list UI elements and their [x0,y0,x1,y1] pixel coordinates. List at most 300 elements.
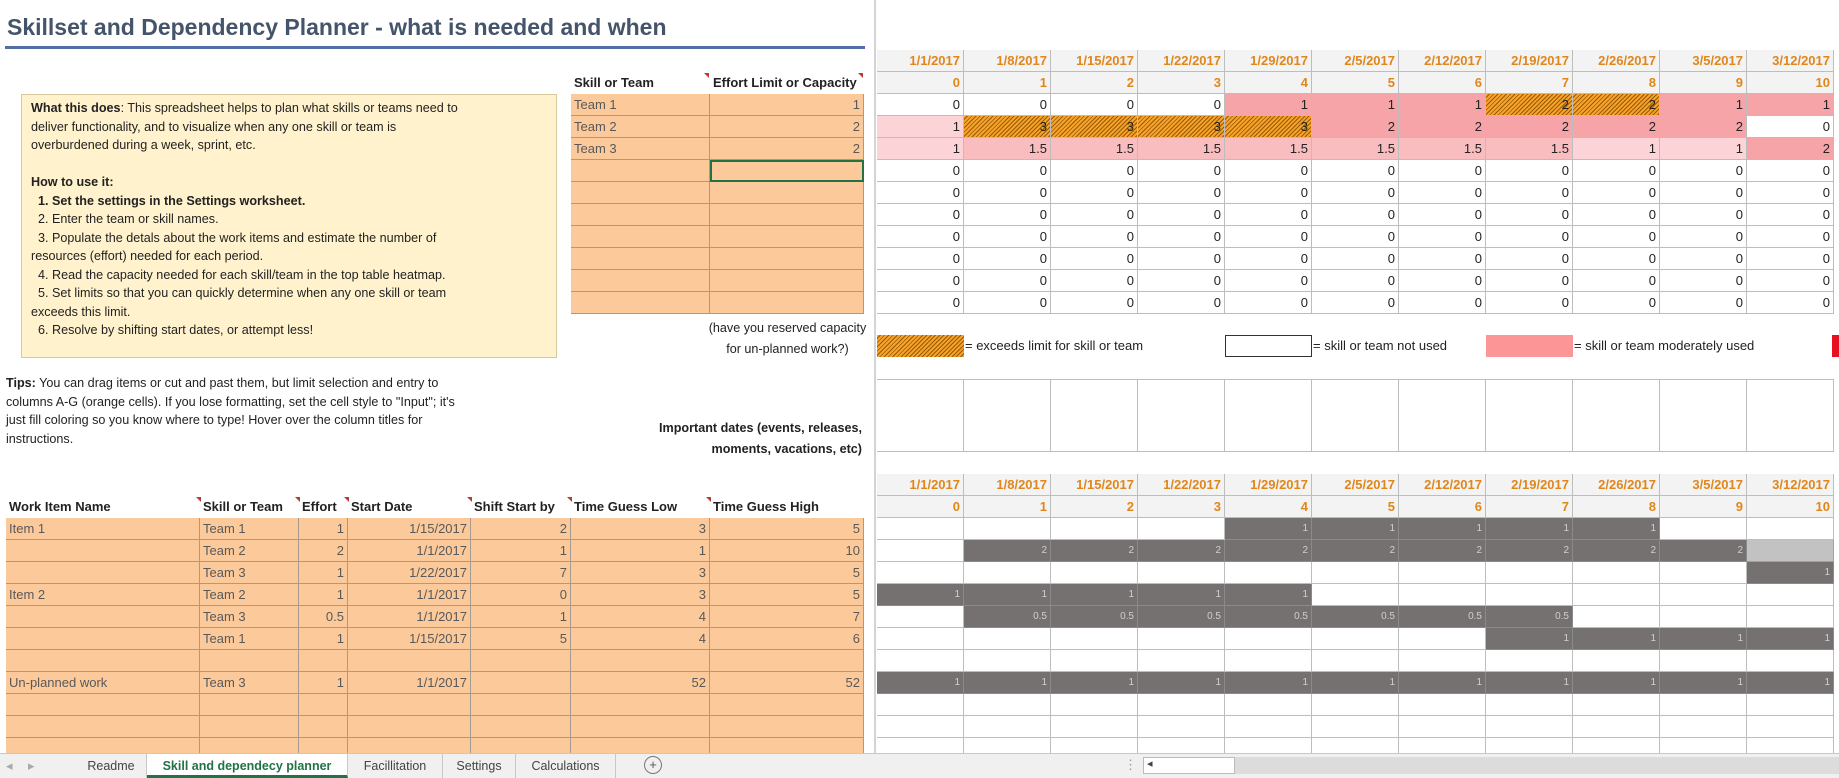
gantt-date-header: 1/1/2017 [877,474,964,496]
skill-name-input[interactable] [571,160,710,182]
gantt-cell: 1 [1138,672,1225,694]
title-underline [5,46,865,49]
heatmap-cell: 0 [877,226,964,248]
work-item-cell[interactable]: 5 [710,562,864,584]
heatmap-cell: 0 [964,182,1051,204]
heatmap-cell: 0 [1747,270,1834,292]
work-item-cell[interactable]: 2 [299,540,348,562]
heatmap-cell: 0 [1138,226,1225,248]
gantt-cell: 0.5 [1312,606,1399,628]
work-item-cell[interactable]: 5 [710,518,864,540]
heatmap-cell: 0 [1225,226,1312,248]
work-item-cell[interactable]: 1/15/2017 [348,628,471,650]
work-items-header: Time Guess High [713,499,819,514]
capacity-input[interactable]: 1 [710,94,864,116]
gantt-cell [1051,518,1138,540]
heatmap-cell: 1 [1747,94,1834,116]
heatmap-cell: 1.5 [1312,138,1399,160]
work-item-cell[interactable]: Team 2 [200,584,299,606]
work-item-cell[interactable]: 1 [299,672,348,694]
gantt-cell: 2 [1486,540,1573,562]
work-item-cell[interactable]: 4 [571,628,710,650]
heatmap-cell: 0 [1573,292,1660,314]
comment-indicator-icon[interactable] [344,497,349,502]
gantt-cell: 1 [1747,562,1834,584]
gantt-week-index: 4 [1225,496,1312,518]
important-date-cell[interactable] [1747,379,1834,452]
gantt-cell [877,650,964,672]
work-item-cell[interactable]: 3 [571,562,710,584]
skill-name-input[interactable] [571,204,710,226]
heatmap-cell: 0 [1312,292,1399,314]
comment-indicator-icon[interactable] [704,73,709,78]
gantt-cell: 2 [1312,540,1399,562]
heatmap-cell: 0 [1573,160,1660,182]
gantt-cell [1225,562,1312,584]
work-item-cell[interactable] [348,694,471,716]
work-item-cell[interactable] [6,606,200,628]
work-item-cell[interactable]: Team 1 [200,518,299,540]
legend-swatch-none [1225,335,1312,357]
work-item-cell[interactable]: 0 [471,584,571,606]
heatmap-cell: 3 [1138,116,1225,138]
heatmap-cell: 1 [877,138,964,160]
heatmap-cell: 0 [1660,204,1747,226]
heatmap-cell: 0 [1051,160,1138,182]
gantt-cell [1660,650,1747,672]
step-5-cont: exceeds this limit. [31,304,131,319]
gantt-cell [1138,694,1225,716]
heatmap-cell: 0 [1660,160,1747,182]
scroll-left-arrow-icon[interactable]: ◂ [1147,758,1153,770]
work-item-cell[interactable] [6,716,200,738]
work-item-cell[interactable]: 5 [710,584,864,606]
heatmap-week-index: 5 [1312,72,1399,94]
gantt-cell [1486,694,1573,716]
heatmap-cell: 0 [1138,182,1225,204]
gantt-cell: 1 [1312,672,1399,694]
gantt-date-header: 1/15/2017 [1051,474,1138,496]
work-item-cell[interactable]: 1/1/2017 [348,540,471,562]
gantt-cell [1225,650,1312,672]
gantt-cell [964,518,1051,540]
legend-swatch-high [1832,335,1839,357]
work-item-cell[interactable]: Team 3 [200,606,299,628]
heatmap-cell: 0 [1747,160,1834,182]
work-item-cell[interactable] [710,650,864,672]
gantt-week-index: 0 [877,496,964,518]
work-item-cell[interactable]: Un-planned work [6,672,200,694]
work-item-cell[interactable]: 1 [471,540,571,562]
work-item-cell[interactable]: 1/1/2017 [348,584,471,606]
heatmap-date-header: 1/29/2017 [1225,50,1312,72]
work-item-cell[interactable] [348,716,471,738]
work-item-cell[interactable]: 1 [571,540,710,562]
gantt-cell: 1 [1573,518,1660,540]
work-item-cell[interactable] [571,716,710,738]
heatmap-cell: 0 [1486,182,1573,204]
work-item-cell[interactable]: 52 [710,672,864,694]
work-item-cell[interactable]: 10 [710,540,864,562]
heatmap-date-header: 1/1/2017 [877,50,964,72]
work-item-cell[interactable]: Team 1 [200,628,299,650]
heatmap-cell: 0 [1312,270,1399,292]
gantt-cell [1573,606,1660,628]
heatmap-cell: 0 [1486,160,1573,182]
step-3-cont: resources (effort) needed for each period. [31,249,264,263]
gantt-cell: 1 [1312,518,1399,540]
heatmap-cell: 0 [1312,226,1399,248]
gantt-date-header: 1/22/2017 [1138,474,1225,496]
work-item-cell[interactable]: 1/22/2017 [348,562,471,584]
skill-name-input[interactable] [571,292,710,314]
gantt-cell: 1 [1225,584,1312,606]
gantt-cell [1660,562,1747,584]
heatmap-cell: 0 [1225,248,1312,270]
work-item-cell[interactable] [6,540,200,562]
gantt-cell [1051,694,1138,716]
heatmap-cell: 0 [1573,226,1660,248]
work-item-cell[interactable] [6,628,200,650]
heatmap-cell: 0 [1573,204,1660,226]
work-item-cell[interactable]: 6 [710,628,864,650]
heatmap-cell: 0 [877,270,964,292]
comment-indicator-icon[interactable] [467,497,472,502]
heatmap-date-header: 1/22/2017 [1138,50,1225,72]
work-item-cell[interactable]: 2 [471,518,571,540]
gantt-cell: 0.5 [1225,606,1312,628]
work-item-cell[interactable]: 1/1/2017 [348,606,471,628]
step-3: 3. Populate the detals about the work items and estimate the number of [38,230,437,245]
work-item-cell[interactable]: 1 [471,606,571,628]
gantt-cell [964,650,1051,672]
heatmap-cell: 1 [1573,138,1660,160]
heatmap-cell: 0 [877,292,964,314]
comment-indicator-icon[interactable] [858,73,863,78]
what-label: What this does [31,101,121,115]
skill-name-input[interactable] [571,226,710,248]
gantt-cell [1051,716,1138,738]
heatmap-cell: 0 [1051,292,1138,314]
skill-name-input[interactable]: Team 2 [571,116,710,138]
gantt-cell [1312,716,1399,738]
gantt-cell [1660,694,1747,716]
heatmap-cell: 0 [964,270,1051,292]
important-date-cell[interactable] [1573,379,1660,452]
work-items-header: Skill or Team [203,499,283,514]
gantt-cell: 1 [1747,672,1834,694]
heatmap-cell: 0 [1660,248,1747,270]
important-date-cell[interactable] [877,379,964,452]
step-6: 6. Resolve by shifting start dates, or attempt less! [38,323,314,337]
what-text-3: overburdened during a week, sprint, etc. [31,138,256,152]
gantt-week-index: 2 [1051,496,1138,518]
important-date-cell[interactable] [1051,379,1138,452]
gantt-cell: 0.5 [1051,606,1138,628]
heatmap-cell: 0 [1399,292,1486,314]
heatmap-cell: 0 [1051,94,1138,116]
work-item-cell[interactable]: 4 [571,606,710,628]
gantt-cell: 1 [1399,672,1486,694]
heatmap-cell: 0 [877,204,964,226]
work-item-cell[interactable] [571,694,710,716]
gantt-cell [1486,716,1573,738]
gantt-cell: 1 [1225,672,1312,694]
gantt-cell [964,716,1051,738]
heatmap-cell: 1 [877,116,964,138]
gantt-cell [1747,716,1834,738]
gantt-cell [1312,694,1399,716]
work-item-cell[interactable]: 52 [571,672,710,694]
gantt-date-header: 2/5/2017 [1312,474,1399,496]
heatmap-cell: 0 [1660,182,1747,204]
heatmap-cell: 0 [1138,270,1225,292]
important-date-cell[interactable] [1225,379,1312,452]
gantt-cell [1486,584,1573,606]
comment-indicator-icon[interactable] [567,497,572,502]
heatmap-cell: 3 [964,116,1051,138]
heatmap-cell: 1.5 [1486,138,1573,160]
skill-name-input[interactable] [571,182,710,204]
capacity-input[interactable] [710,182,864,204]
heatmap-cell: 0 [1660,226,1747,248]
gantt-week-index: 5 [1312,496,1399,518]
gantt-date-header: 3/5/2017 [1660,474,1747,496]
heatmap-cell: 2 [1486,94,1573,116]
comment-indicator-icon[interactable] [295,497,300,502]
gantt-cell [1399,584,1486,606]
gantt-cell: 2 [1573,540,1660,562]
work-item-cell[interactable]: 7 [710,606,864,628]
capacity-input[interactable] [710,226,864,248]
capacity-input[interactable] [710,292,864,314]
heatmap-cell: 1.5 [964,138,1051,160]
gantt-cell: 1 [1486,672,1573,694]
heatmap-cell: 0 [964,292,1051,314]
sheet-tab[interactable]: Calculations [516,754,616,778]
gantt-cell [964,628,1051,650]
heatmap-cell: 0 [1225,160,1312,182]
gantt-cell [877,540,964,562]
important-date-cell[interactable] [1399,379,1486,452]
work-item-cell[interactable]: 1/15/2017 [348,518,471,540]
heatmap-cell: 0 [877,182,964,204]
work-item-cell[interactable]: Team 3 [200,562,299,584]
heatmap-cell: 0 [1225,292,1312,314]
gantt-cell: 2 [1660,540,1747,562]
work-item-cell[interactable] [299,694,348,716]
work-item-cell[interactable]: 0.5 [299,606,348,628]
gantt-week-index: 7 [1486,496,1573,518]
heatmap-cell: 1 [1225,94,1312,116]
heatmap-cell: 0 [1312,182,1399,204]
important-date-cell[interactable] [1138,379,1225,452]
gantt-cell [1573,584,1660,606]
work-item-cell[interactable]: Item 2 [6,584,200,606]
important-date-cell[interactable] [1486,379,1573,452]
heatmap-cell: 1.5 [1225,138,1312,160]
work-item-cell[interactable] [571,650,710,672]
work-items-header: Shift Start by [474,499,555,514]
work-items-header: Effort [302,499,337,514]
gantt-cell [1399,694,1486,716]
work-item-cell[interactable] [6,650,200,672]
gantt-cell: 2 [1399,540,1486,562]
heatmap-cell: 0 [1747,204,1834,226]
gantt-cell [1138,650,1225,672]
heatmap-cell: 1.5 [1138,138,1225,160]
gantt-cell: 2 [964,540,1051,562]
work-item-cell[interactable] [710,716,864,738]
horizontal-scrollbar-thumb[interactable] [1143,757,1235,774]
work-item-cell[interactable] [200,716,299,738]
tab-scroll-right-icon[interactable]: ▸ [28,758,35,773]
work-item-cell[interactable]: 3 [571,518,710,540]
gantt-cell: 2 [1138,540,1225,562]
skill-name-input[interactable] [571,270,710,292]
work-item-cell[interactable] [299,650,348,672]
comment-indicator-icon[interactable] [706,497,711,502]
freeze-pane-divider[interactable] [874,0,876,753]
gantt-week-index: 10 [1747,496,1834,518]
heatmap-cell: 0 [964,94,1051,116]
work-item-cell[interactable]: 1 [299,584,348,606]
work-item-cell[interactable]: 5 [471,628,571,650]
heatmap-cell: 0 [1660,270,1747,292]
sheet-tab[interactable]: Readme [76,754,147,778]
work-item-cell[interactable]: Team 3 [200,672,299,694]
gantt-week-index: 3 [1138,496,1225,518]
heatmap-cell: 0 [964,204,1051,226]
important-date-cell[interactable] [1312,379,1399,452]
important-date-cell[interactable] [964,379,1051,452]
work-item-cell[interactable] [471,650,571,672]
heatmap-week-index: 4 [1225,72,1312,94]
gantt-date-header: 1/29/2017 [1225,474,1312,496]
heatmap-cell: 0 [1051,270,1138,292]
capacity-input[interactable]: 2 [710,138,864,160]
important-date-cell[interactable] [1660,379,1747,452]
gantt-cell [1573,694,1660,716]
heatmap-cell: 0 [1573,182,1660,204]
horizontal-scrollbar-track[interactable] [1235,757,1839,774]
sheet-tab[interactable]: Facillitation [348,754,443,778]
gantt-cell [1312,650,1399,672]
work-item-cell[interactable] [200,694,299,716]
work-item-cell[interactable]: 7 [471,562,571,584]
gantt-cell [1747,694,1834,716]
sheet-tab[interactable]: Settings [443,754,516,778]
heatmap-cell: 0 [1051,204,1138,226]
tab-scroll-left-icon[interactable]: ◂ [6,758,13,773]
heatmap-cell: 1 [1312,94,1399,116]
skill-name-input[interactable]: Team 3 [571,138,710,160]
work-item-cell[interactable]: 1 [299,562,348,584]
gantt-cell [964,562,1051,584]
gantt-cell [1573,716,1660,738]
heatmap-cell: 0 [877,94,964,116]
split-handle-icon[interactable]: ⋮ [1124,757,1137,772]
work-item-cell[interactable] [471,694,571,716]
gantt-cell [1399,716,1486,738]
gantt-week-index: 9 [1660,496,1747,518]
heatmap-date-header: 2/26/2017 [1573,50,1660,72]
what-text-2: deliver functionality, and to visualize when any one skill or team is [31,119,397,134]
capacity-input[interactable] [710,270,864,292]
gantt-date-header: 2/26/2017 [1573,474,1660,496]
comment-indicator-icon[interactable] [196,497,201,502]
heatmap-cell: 0 [964,160,1051,182]
heatmap-cell: 0 [1138,94,1225,116]
work-item-cell[interactable] [6,694,200,716]
gantt-cell: 1 [1486,628,1573,650]
selected-cell[interactable] [710,160,864,182]
work-item-cell[interactable] [471,716,571,738]
capacity-input[interactable]: 2 [710,116,864,138]
heatmap-cell: 0 [1312,248,1399,270]
gantt-cell [1051,562,1138,584]
heatmap-cell: 0 [964,248,1051,270]
work-item-cell[interactable] [348,650,471,672]
work-item-cell[interactable]: 1 [299,628,348,650]
gantt-cell [1138,628,1225,650]
gantt-date-header: 2/12/2017 [1399,474,1486,496]
heatmap-cell: 0 [877,248,964,270]
sheet-tab[interactable]: Skill and dependecy planner [147,754,348,778]
work-item-cell[interactable]: 1/1/2017 [348,672,471,694]
work-item-cell[interactable]: 1 [299,518,348,540]
skill-name-input[interactable]: Team 1 [571,94,710,116]
gantt-date-header: 3/12/2017 [1747,474,1834,496]
heatmap-cell: 0 [1573,270,1660,292]
gantt-cell [1225,716,1312,738]
work-item-cell[interactable]: Team 2 [200,540,299,562]
heatmap-cell: 0 [1486,292,1573,314]
gantt-cell: 1 [1399,518,1486,540]
work-item-cell[interactable] [200,650,299,672]
heatmap-cell: 0 [1225,270,1312,292]
gantt-cell [1225,694,1312,716]
work-item-cell[interactable] [471,672,571,694]
work-item-cell[interactable]: Item 1 [6,518,200,540]
heatmap-cell: 0 [1747,226,1834,248]
heatmap-cell: 0 [877,160,964,182]
gantt-cell [1138,562,1225,584]
add-sheet-icon[interactable]: + [644,756,662,774]
work-item-cell[interactable] [710,694,864,716]
gantt-cell [1138,716,1225,738]
gantt-cell: 1 [1225,518,1312,540]
work-item-cell[interactable] [299,716,348,738]
capacity-input[interactable] [710,248,864,270]
gantt-cell: 1 [1573,628,1660,650]
heatmap-cell: 0 [1747,248,1834,270]
heatmap-cell: 0 [964,226,1051,248]
heatmap-cell: 0 [1138,248,1225,270]
skill-name-input[interactable] [571,248,710,270]
heatmap-cell: 0 [1747,116,1834,138]
heatmap-cell: 0 [1399,182,1486,204]
gantt-cell [1399,562,1486,584]
heatmap-cell: 1 [1660,94,1747,116]
work-item-cell[interactable] [6,562,200,584]
gantt-cell: 2 [1051,540,1138,562]
capacity-input[interactable] [710,204,864,226]
tips-label: Tips: [6,376,36,390]
page-title: Skillset and Dependency Planner - what is needed and when [7,14,667,40]
work-item-cell[interactable]: 3 [571,584,710,606]
gantt-cell: 0.5 [1138,606,1225,628]
